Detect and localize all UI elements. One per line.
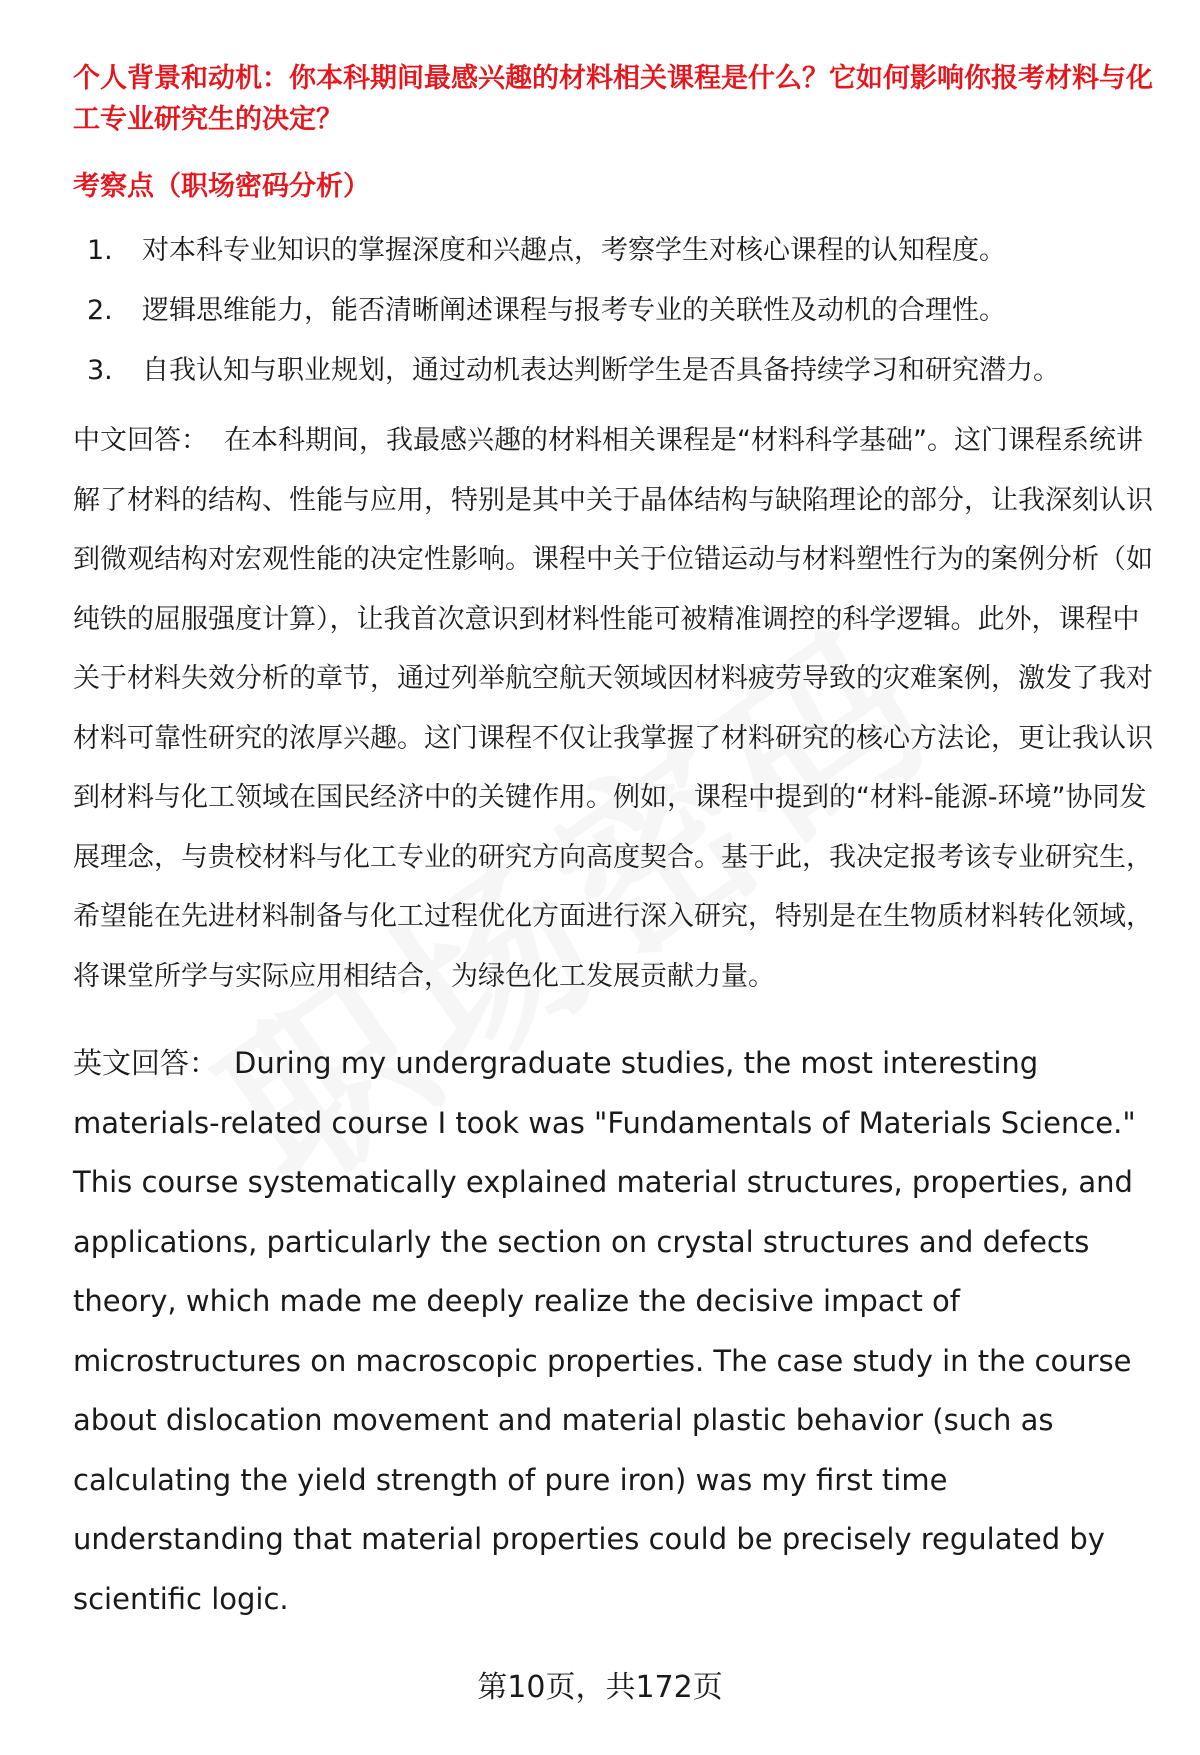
list-item-text: 对本科专业知识的掌握深度和兴趣点，考察学生对核心课程的认知程度。 [142, 235, 1006, 266]
question-heading: 个人背景和动机：你本科期间最感兴趣的材料相关课程是什么？它如何影响你报考材料与化工专业研究生的决定？ [73, 63, 1153, 135]
focus-heading: 考察点（职场密码分析） [73, 171, 370, 202]
english-answer [73, 1034, 1153, 1629]
chinese-answer-text: 在本科期间，我最感兴趣的材料相关课程是“材料科学基础”。这门课程系统讲解了材料的结构、性能与应用，特别是其中关于晶体结构与缺陷理论的部分，让我深刻认识到微观结构对宏观性能的决定性影响。课程中关于位错运动与材料塑性行为的案例分析（如纯铁的屈服强度计算），让我首次意识到材料性能可被精准调控的科学逻辑。此外，课程中关于材料失效分析的章节，通过列举航空航天领域因材料疲劳导致的灾难案例，激发了我对材料可靠性研究的浓厚兴趣。这门课程不仅让我掌握了材料研究的核心方法论，更让我认识到材料与化工领域在国民经济中的关键作用。例如，课程中提到的“材料-能源-环境”协同发展理念，与贵校材料与化工专业的研究方向高度契合。基于此，我决定报考该专业研究生，希望能在先进材料制备与化工过程优化方面进行深入研究，特别是在生物质材料转化领域，将课堂所学与实际应用相结合，为绿色化工发展贡献力量。 [73, 425, 1153, 992]
list-item-number: 2. [87, 295, 113, 326]
english-answer-text: During my undergraduate studies, the most interesting materials-related course I took was "Fundamentals of Materials Science." This course systematically explained material structures, properties, and applications, particularly the section on crystal structures and defects theory, which made me deeply realize the decisive impact of microstructures on macroscopic properties. The case study in the course about dislocation movement and material plastic behavior (such as calculating the yield strength of pure iron) was my first time understanding that material properties could be precisely regulated by scientific logic. [73, 1046, 1136, 1616]
list-item [73, 231, 1153, 271]
chinese-answer [73, 411, 1153, 1006]
list-item-number: 3. [87, 355, 113, 386]
english-answer-label: 英文回答： [73, 1046, 219, 1080]
chinese-answer-label: 中文回答： [73, 425, 208, 456]
list-item [73, 291, 1153, 331]
list-item-text: 逻辑思维能力，能否清晰阐述课程与报考专业的关联性及动机的合理性。 [142, 295, 1006, 326]
list-item-number: 1. [87, 235, 113, 266]
list-item-text: 自我认知与职业规划，通过动机表达判断学生是否具备持续学习和研究潜力。 [142, 355, 1060, 386]
list-item [73, 351, 1153, 391]
focus-points-list [73, 231, 1153, 391]
page-number-footer: 第10页，共172页 [477, 1670, 723, 1705]
page-content [73, 58, 1153, 1629]
